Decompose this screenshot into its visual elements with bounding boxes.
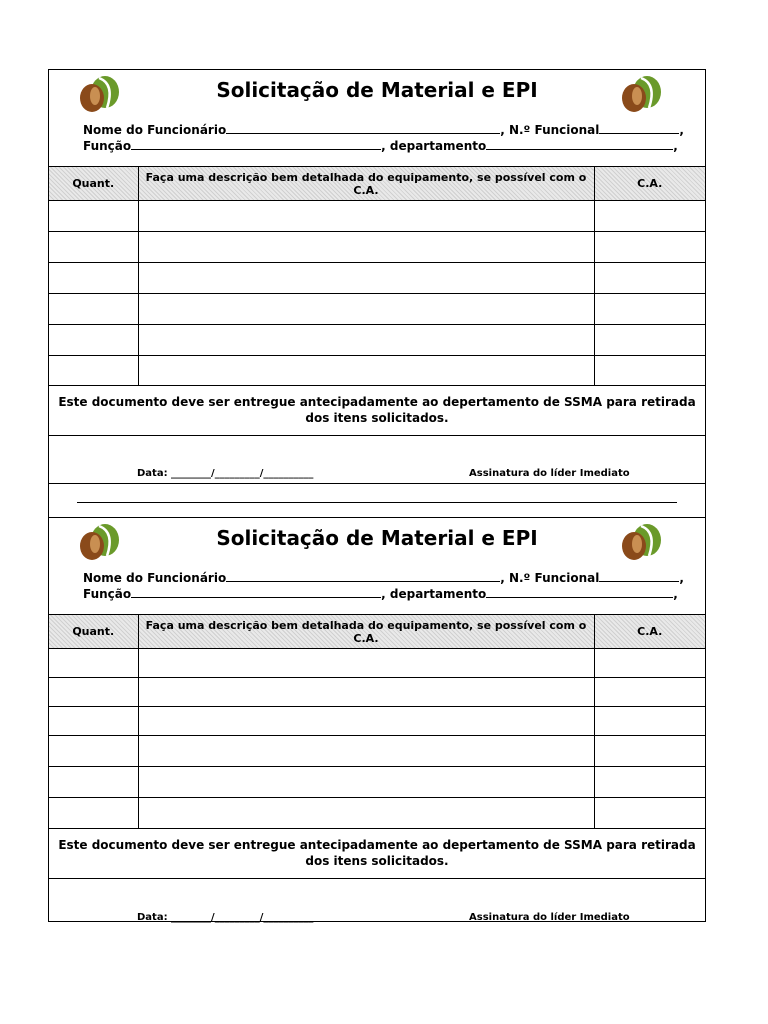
employee-line: Nome do Funcionário , N.º Funcional , bbox=[83, 571, 684, 585]
items-table bbox=[49, 167, 705, 386]
signature-row bbox=[49, 879, 705, 927]
function-label: Função bbox=[83, 587, 132, 601]
employee-line: Nome do Funcionário , N.º Funcional , bbox=[83, 123, 684, 137]
employee-name-field[interactable] bbox=[226, 122, 500, 134]
form-title: Solicitação de Material e EPI bbox=[216, 78, 538, 102]
table-row bbox=[49, 201, 705, 232]
signature-label: Assinatura do líder Imediato bbox=[469, 912, 630, 923]
function-line: Função , departamento , bbox=[83, 587, 678, 601]
column-ca: C.A. bbox=[594, 167, 705, 201]
table-row bbox=[49, 707, 705, 736]
table-row bbox=[49, 678, 705, 707]
table-row bbox=[49, 294, 705, 325]
column-description: Faça uma descrição bem detalhada do equipamento, se possível com o C.A. bbox=[138, 167, 594, 201]
function-field[interactable] bbox=[131, 138, 381, 150]
signature-label: Assinatura do líder Imediato bbox=[469, 468, 630, 479]
function-field[interactable] bbox=[131, 586, 381, 598]
table-row bbox=[49, 356, 705, 386]
signature-row bbox=[49, 436, 705, 484]
employee-id-label: , N.º Funcional bbox=[500, 571, 600, 585]
notice-text: Este documento deve ser entregue antecipadamente ao depertamento de SSMA para retirada dos itens solicitados. bbox=[49, 386, 705, 436]
department-field[interactable] bbox=[486, 586, 673, 598]
table-header-row bbox=[49, 615, 705, 649]
employee-name-label: Nome do Funcionário bbox=[83, 123, 227, 137]
table-header-row bbox=[49, 167, 705, 201]
table-row bbox=[49, 649, 705, 678]
cut-line bbox=[77, 502, 677, 503]
date-label: Data: ________/_________/__________ bbox=[137, 468, 314, 479]
notice-text: Este documento deve ser entregue antecipadamente ao depertamento de SSMA para retirada dos itens solicitados. bbox=[49, 829, 705, 879]
employee-id-field[interactable] bbox=[599, 122, 679, 134]
employee-id-label: , N.º Funcional bbox=[500, 123, 600, 137]
department-label: , departamento bbox=[381, 587, 487, 601]
form-header bbox=[49, 70, 705, 167]
table-row bbox=[49, 325, 705, 356]
function-line: Função , departamento , bbox=[83, 139, 678, 153]
column-quantity: Quant. bbox=[49, 615, 138, 649]
table-row bbox=[49, 767, 705, 798]
table-row bbox=[49, 798, 705, 829]
form-1 bbox=[48, 69, 706, 520]
items-table bbox=[49, 615, 705, 829]
table-row bbox=[49, 736, 705, 767]
employee-name-field[interactable] bbox=[226, 570, 500, 582]
table-row bbox=[49, 263, 705, 294]
department-field[interactable] bbox=[486, 138, 673, 150]
column-ca: C.A. bbox=[594, 615, 705, 649]
function-label: Função bbox=[83, 139, 132, 153]
department-label: , departamento bbox=[381, 139, 487, 153]
employee-name-label: Nome do Funcionário bbox=[83, 571, 227, 585]
column-description: Faça uma descrição bem detalhada do equipamento, se possível com o C.A. bbox=[138, 615, 594, 649]
column-quantity: Quant. bbox=[49, 167, 138, 201]
table-row bbox=[49, 232, 705, 263]
form-header bbox=[49, 518, 705, 615]
form-title: Solicitação de Material e EPI bbox=[216, 526, 538, 550]
form-2 bbox=[48, 517, 706, 922]
date-label: Data: ________/_________/__________ bbox=[137, 912, 314, 923]
employee-id-field[interactable] bbox=[599, 570, 679, 582]
cut-area bbox=[49, 484, 705, 515]
